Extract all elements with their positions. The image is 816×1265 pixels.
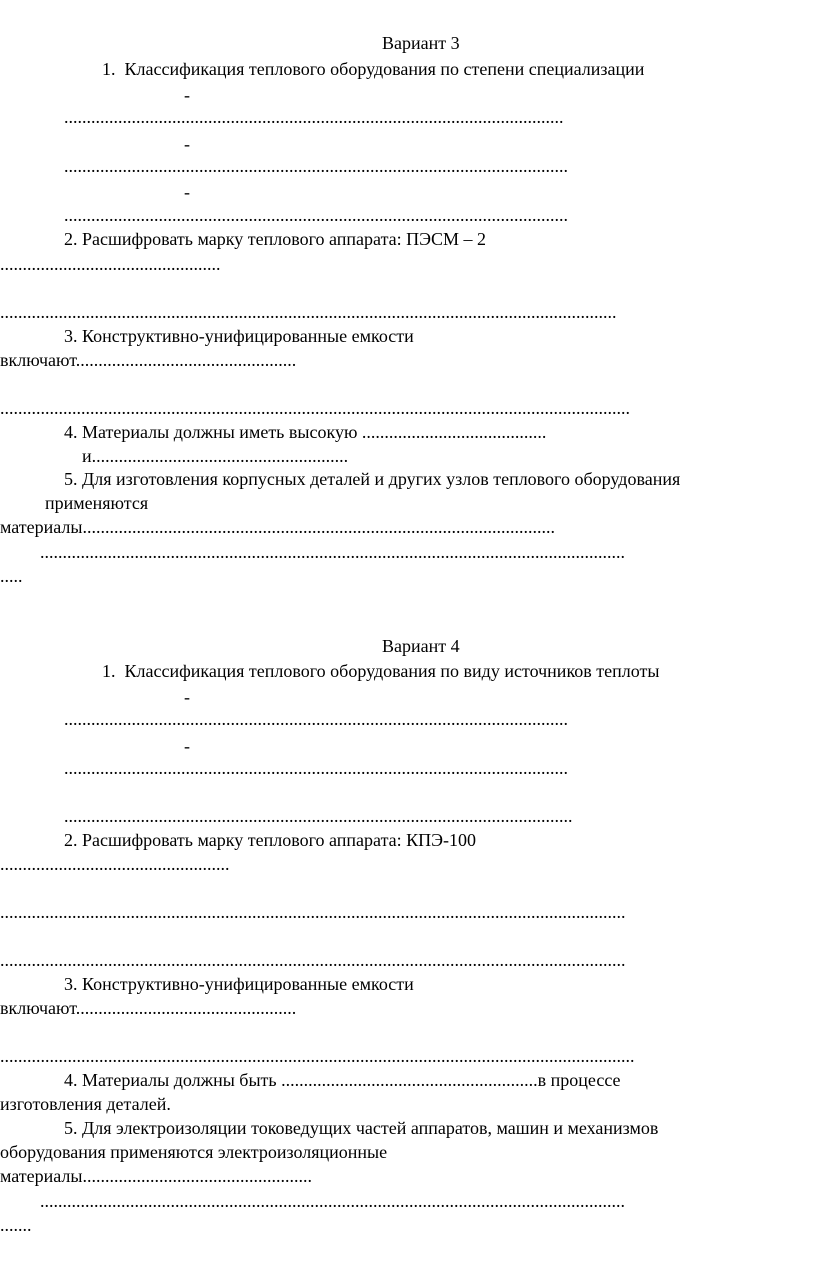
v3-question-3: 3. Конструктивно-унифицированные емкости bbox=[64, 326, 414, 346]
v4-q3-includes[interactable]: включают................................................. bbox=[0, 998, 297, 1018]
v3-q4-continuation[interactable]: и......................................................... bbox=[82, 446, 349, 466]
variant-4-title: Вариант 4 bbox=[382, 636, 460, 656]
v4-q5-answer-line[interactable]: .................................................................................................................................. bbox=[40, 1191, 625, 1211]
v3-q5-materials[interactable]: материалы......................................................................................................... bbox=[0, 517, 556, 537]
v3-q5-answer-line[interactable]: .................................................................................................................................. bbox=[40, 542, 625, 562]
v4-q4-continuation: изготовления деталей. bbox=[0, 1094, 171, 1114]
v4-q2-answer-line-2[interactable]: ........................................................................................................................................... bbox=[0, 902, 626, 922]
v3-q3-answer-line[interactable]: ............................................................................................................................................ bbox=[0, 398, 630, 418]
v4-q1-dash-1: - bbox=[184, 687, 190, 707]
variant-3-title: Вариант 3 bbox=[382, 33, 460, 53]
v4-q5-continuation: оборудования применяются электроизоляционные bbox=[0, 1142, 388, 1162]
v4-question-5: 5. Для электроизоляции токоведущих частей аппаратов, машин и механизмов bbox=[64, 1118, 659, 1138]
v4-question-1: 1. Классификация теплового оборудования по виду источников теплоты bbox=[102, 661, 660, 681]
v4-q2-answer-line-3[interactable]: ........................................................................................................................................... bbox=[0, 950, 626, 970]
v3-q5-answer-tail: ..... bbox=[0, 566, 23, 586]
v3-question-4[interactable]: 4. Материалы должны иметь высокую ......................................... bbox=[64, 422, 547, 442]
v3-question-1: 1. Классификация теплового оборудования по степени специализации bbox=[102, 59, 645, 79]
v3-question-5: 5. Для изготовления корпусных деталей и других узлов теплового оборудования bbox=[64, 469, 681, 489]
v4-q5-answer-tail: ....... bbox=[0, 1215, 32, 1235]
v4-question-3: 3. Конструктивно-унифицированные емкости bbox=[64, 974, 414, 994]
v3-q5-continuation: применяются bbox=[45, 493, 149, 513]
v3-q1-answer-line-1[interactable]: ............................................................................................................... bbox=[64, 107, 564, 127]
v3-q1-answer-line-3[interactable]: ................................................................................................................ bbox=[64, 205, 568, 225]
v3-q1-answer-line-2[interactable]: ................................................................................................................ bbox=[64, 156, 568, 176]
v3-q3-includes[interactable]: включают................................................. bbox=[0, 350, 297, 370]
v3-q1-dash-2: - bbox=[184, 134, 190, 154]
v4-q1-answer-line-2[interactable]: ................................................................................................................ bbox=[64, 758, 568, 778]
v4-q1-answer-line-3[interactable]: ................................................................................................................. bbox=[64, 806, 573, 826]
v3-q2-answer-line-2[interactable]: ......................................................................................................................................... bbox=[0, 302, 617, 322]
v4-q5-materials[interactable]: материалы................................................... bbox=[0, 1166, 313, 1186]
v4-q3-answer-line[interactable]: ............................................................................................................................................. bbox=[0, 1046, 635, 1066]
v3-q2-answer-line-1[interactable]: ................................................. bbox=[0, 254, 221, 274]
v4-question-2: 2. Расшифровать марку теплового аппарата: КПЭ-100 bbox=[64, 830, 477, 850]
v3-q1-dash-3: - bbox=[184, 182, 190, 202]
v3-q1-dash-1: - bbox=[184, 85, 190, 105]
v4-q2-answer-line-1[interactable]: ................................................... bbox=[0, 854, 230, 874]
v4-q1-dash-2: - bbox=[184, 736, 190, 756]
v4-question-4[interactable]: 4. Материалы должны быть .........................................................в процессе bbox=[64, 1070, 621, 1090]
v4-q1-answer-line-1[interactable]: ................................................................................................................ bbox=[64, 709, 568, 729]
v3-question-2: 2. Расшифровать марку теплового аппарата: ПЭСМ – 2 bbox=[64, 229, 487, 249]
